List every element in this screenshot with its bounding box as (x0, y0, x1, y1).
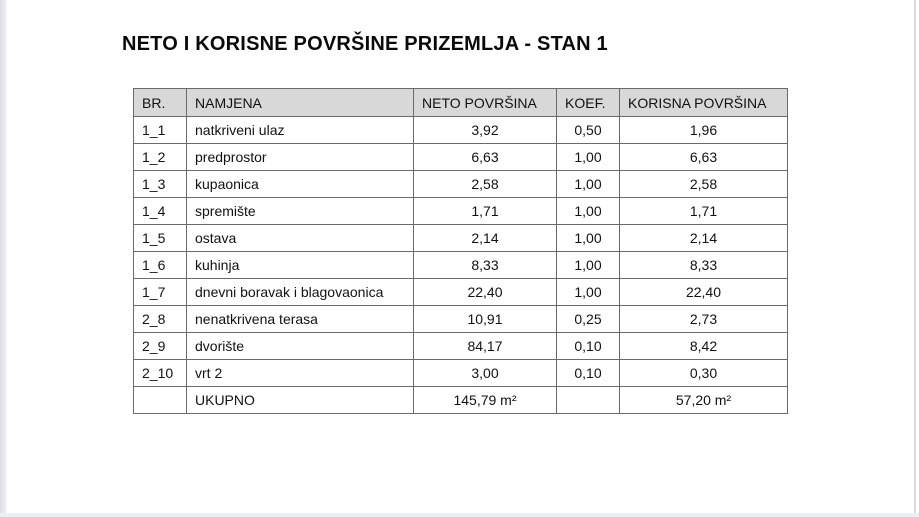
cell-neto: 3,00 (414, 360, 557, 387)
cell-koef: 1,00 (557, 171, 620, 198)
cell-neto: 8,33 (414, 252, 557, 279)
cell-neto: 22,40 (414, 279, 557, 306)
table-row (134, 360, 788, 387)
cell-namjena: dvorište (187, 333, 414, 360)
cell-korisna: 2,58 (620, 171, 788, 198)
table-row (134, 225, 788, 252)
cell-br: 2_8 (134, 306, 187, 333)
cell-namjena: spremište (187, 198, 414, 225)
table-row (134, 117, 788, 144)
cell-br: 1_3 (134, 171, 187, 198)
cell-neto: 84,17 (414, 333, 557, 360)
column-header-korisna: KORISNA POVRŠINA (620, 89, 788, 117)
cell-koef: 1,00 (557, 198, 620, 225)
cell-namjena: dnevni boravak i blagovaonica (187, 279, 414, 306)
cell-korisna: 1,71 (620, 198, 788, 225)
cell-koef: 1,00 (557, 144, 620, 171)
cell-korisna: 8,42 (620, 333, 788, 360)
column-header-koef: KOEF. (557, 89, 620, 117)
column-header-br: BR. (134, 89, 187, 117)
cell-koef: 1,00 (557, 225, 620, 252)
cell-koef: 1,00 (557, 279, 620, 306)
cell-korisna: 0,30 (620, 360, 788, 387)
cell-br: 1_7 (134, 279, 187, 306)
table-header (134, 89, 788, 117)
table-row (134, 279, 788, 306)
cell-korisna: 2,14 (620, 225, 788, 252)
cell-korisna: 8,33 (620, 252, 788, 279)
cell-neto: 2,58 (414, 171, 557, 198)
column-header-namjena: NAMJENA (187, 89, 414, 117)
cell-koef: 1,00 (557, 252, 620, 279)
table-body (134, 117, 788, 414)
cell-koef: 0,10 (557, 360, 620, 387)
page-title: NETO I KORISNE POVRŠINE PRIZEMLJA - STAN 1 (122, 33, 608, 55)
cell-neto: 6,63 (414, 144, 557, 171)
cell-koef: 0,10 (557, 333, 620, 360)
cell-korisna: 2,73 (620, 306, 788, 333)
cell-neto: 10,91 (414, 306, 557, 333)
cell-korisna: 1,96 (620, 117, 788, 144)
cell-namjena: natkriveni ulaz (187, 117, 414, 144)
column-header-neto: NETO POVRŠINA (414, 89, 557, 117)
photo-right-edge (914, 0, 916, 517)
total-korisna-value: 57,20 m² (620, 387, 788, 414)
cell-br: 1_4 (134, 198, 187, 225)
total-br-cell (134, 387, 187, 414)
photo-bottom-edge (0, 513, 919, 517)
cell-namjena: kuhinja (187, 252, 414, 279)
total-neto-value: 145,79 m² (414, 387, 557, 414)
table-row (134, 144, 788, 171)
cell-br: 1_2 (134, 144, 187, 171)
cell-namjena: vrt 2 (187, 360, 414, 387)
cell-neto: 2,14 (414, 225, 557, 252)
cell-br: 2_10 (134, 360, 187, 387)
cell-namjena: ostava (187, 225, 414, 252)
cell-neto: 3,92 (414, 117, 557, 144)
areas-table (133, 88, 788, 414)
table-row (134, 252, 788, 279)
table-row (134, 198, 788, 225)
cell-korisna: 22,40 (620, 279, 788, 306)
cell-namjena: predprostor (187, 144, 414, 171)
cell-br: 1_5 (134, 225, 187, 252)
total-row (134, 387, 788, 414)
cell-neto: 1,71 (414, 198, 557, 225)
total-label: UKUPNO (187, 387, 414, 414)
cell-br: 1_6 (134, 252, 187, 279)
cell-namjena: kupaonica (187, 171, 414, 198)
table-row (134, 306, 788, 333)
header-row (134, 89, 788, 117)
cell-koef: 0,50 (557, 117, 620, 144)
table-row (134, 333, 788, 360)
cell-koef: 0,25 (557, 306, 620, 333)
cell-br: 1_1 (134, 117, 187, 144)
cell-namjena: nenatkrivena terasa (187, 306, 414, 333)
cell-korisna: 6,63 (620, 144, 788, 171)
cell-br: 2_9 (134, 333, 187, 360)
table-row (134, 171, 788, 198)
photo-left-edge (0, 0, 7, 517)
total-koef-cell (557, 387, 620, 414)
